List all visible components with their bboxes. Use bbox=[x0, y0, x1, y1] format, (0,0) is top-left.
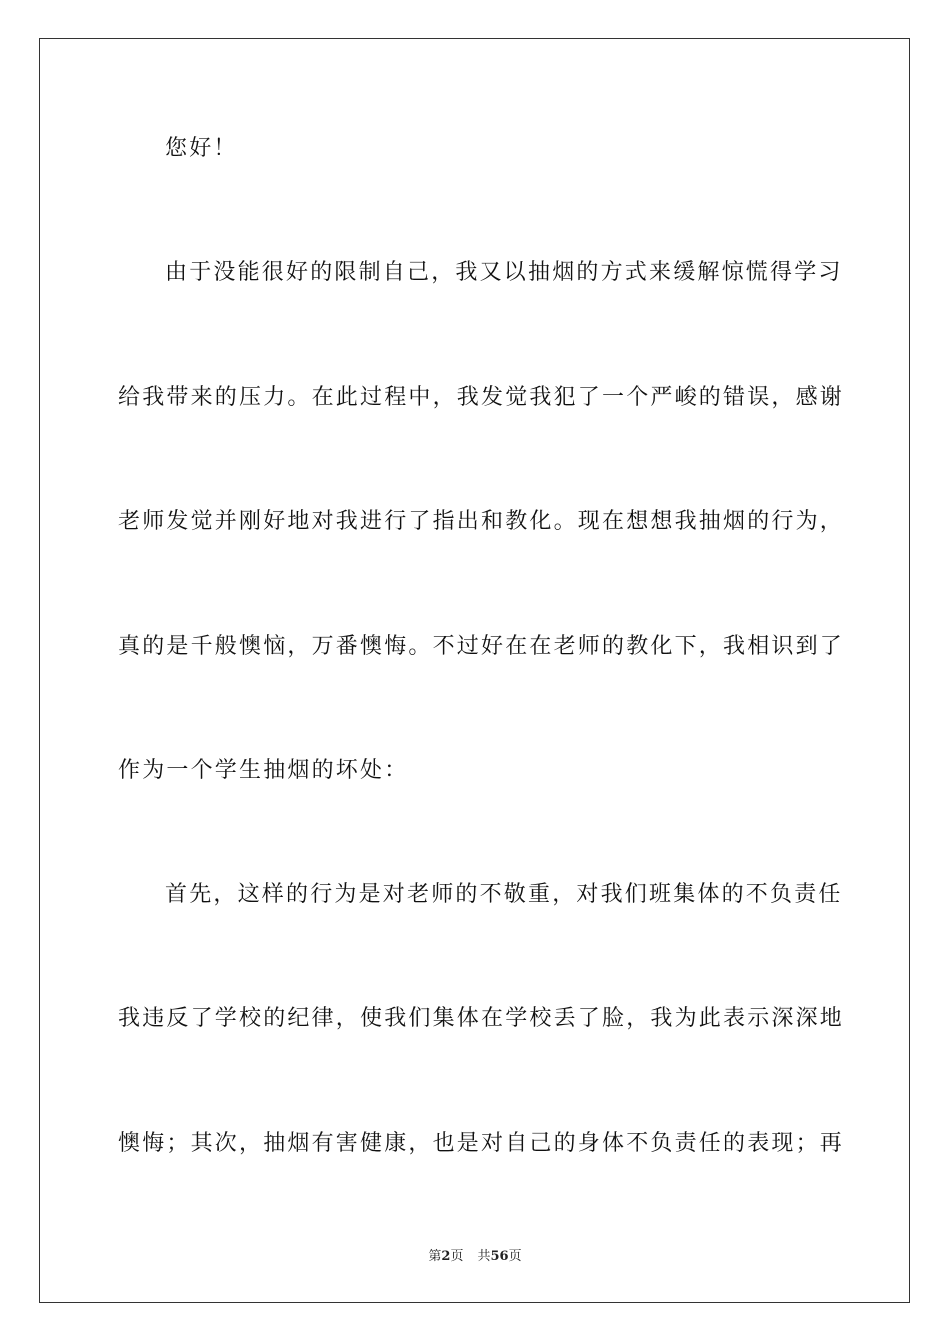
page-number: 2 bbox=[441, 1249, 451, 1264]
total-suffix: 页 bbox=[508, 1249, 522, 1264]
paragraph-line-5: 作为一个学生抽烟的坏处： bbox=[118, 758, 409, 783]
page-footer bbox=[0, 1245, 950, 1264]
paragraph-line-7: 我违反了学校的纪律，使我们集体在学校丢了脸，我为此表示深深地 bbox=[118, 1006, 845, 1031]
paragraph-line-2: 给我带来的压力。在此过程中，我发觉我犯了一个严峻的错误，感谢 bbox=[118, 385, 845, 410]
total-prefix: 共 bbox=[477, 1249, 491, 1264]
total-pages: 56 bbox=[490, 1249, 509, 1264]
page-border bbox=[39, 38, 910, 1303]
page-prefix: 第 bbox=[428, 1249, 442, 1264]
greeting: 您好！ bbox=[165, 136, 238, 161]
paragraph-line-3: 老师发觉并刚好地对我进行了指出和教化。现在想想我抽烟的行为， bbox=[118, 509, 845, 534]
paragraph-line-1: 由于没能很好的限制自己，我又以抽烟的方式来缓解惊慌得学习 bbox=[165, 260, 843, 285]
paragraph-line-8: 懊悔；其次，抽烟有害健康，也是对自己的身体不负责任的表现；再 bbox=[118, 1131, 845, 1156]
paragraph-line-4: 真的是千般懊恼，万番懊悔。不过好在在老师的教化下，我相识到了 bbox=[118, 634, 845, 659]
page-suffix: 页 bbox=[450, 1249, 464, 1264]
paragraph-line-6: 首先，这样的行为是对老师的不敬重，对我们班集体的不负责任 bbox=[165, 882, 843, 907]
